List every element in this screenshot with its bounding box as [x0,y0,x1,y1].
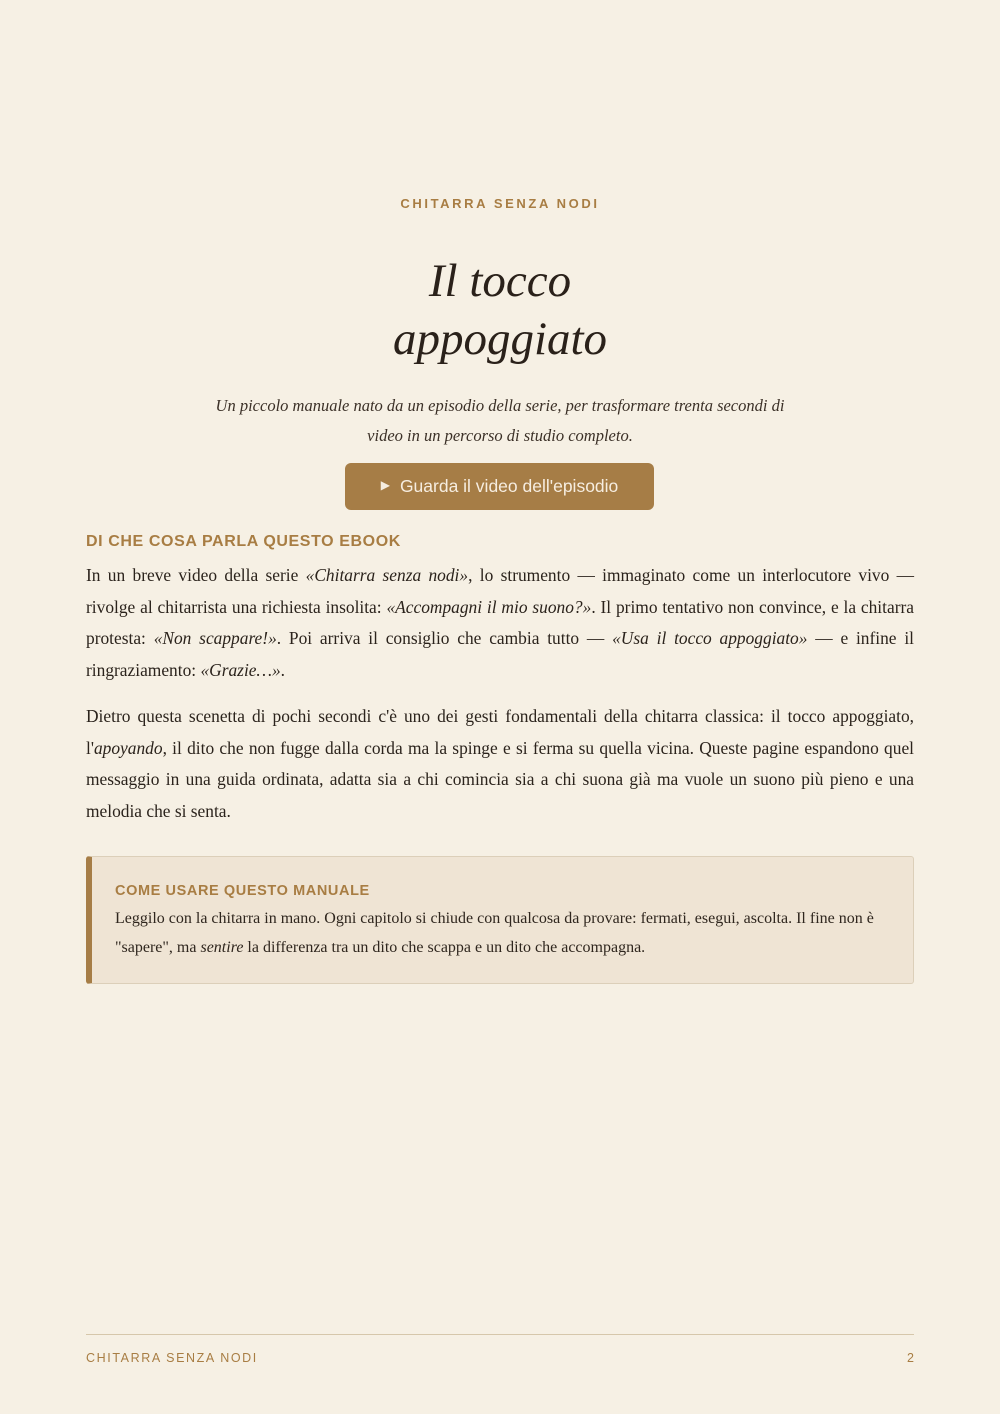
subtitle-line-2: video in un percorso di studio completo. [367,426,633,445]
intro-paragraph-1 [86,560,914,686]
subtitle [200,391,800,451]
quote-protest: «Non scappare!» [153,628,277,648]
intro-paragraph-2 [86,701,914,827]
term-apoyando: apoyando [93,737,163,758]
quote-advice: «Usa il tocco appoggiato» [612,628,808,648]
watch-video-label: Guarda il video dell'episodio [399,476,619,496]
quote-series-name: «Chitarra senza nodi» [305,565,469,585]
usage-callout [86,856,914,984]
footer-series-name: CHITARRA SENZA NODI [86,1351,258,1365]
text-run: . Il primo tentativo non convince, e la chitarra protesta: [86,596,914,648]
text-run: — e infine il ringraziamento: [86,628,914,680]
watch-video-button[interactable] [345,463,654,510]
text-run: In un breve video della serie [86,565,306,585]
page-title [0,252,1000,368]
text-run: la differenza tra un dito che scappa e un dito che accompagna. [243,939,646,956]
callout-title: COME USARE QUESTO MANUALE [115,883,370,899]
section-heading: DI CHE COSA PARLA QUESTO EBOOK [86,533,401,550]
title-line-2: appoggiato [392,313,608,365]
quote-thanks: «Grazie…» [200,659,281,680]
text-run: , lo strumento — immaginato come un interlocutore vivo — rivolge al chitarrista una richiesta insolita: [86,565,914,617]
subtitle-line-1: Un piccolo manuale nato da un episodio della serie, per trasformare trenta secondi di [215,396,785,415]
page-number: 2 [907,1351,914,1365]
term-sentire: sentire [200,939,244,956]
play-icon: ▶ [380,477,390,492]
title-line-1: Il tocco [428,255,572,307]
text-run: . [280,659,286,680]
text-run: , il dito che non fugge dalla corda ma la spinge e si ferma su quella vicina. Queste pagine espandono quel messaggio in una guida ordinata, adatta sia a chi comincia sia a chi suona già ma vuole un suono più pieno e una melodia che si senta. [86,737,914,821]
text-run: Leggilo con la chitarra in mano. Ogni capitolo si chiude con qualcosa da provare: fermati, esegui, ascolta. Il fine non è "sapere", ma [115,910,874,956]
footer-divider [86,1334,914,1335]
callout-text [115,904,891,962]
series-eyebrow: CHITARRA SENZA NODI [400,196,600,211]
quote-request: «Accompagni il mio suono?» [386,596,592,617]
text-run: Dietro questa scenetta di pochi secondi c'è uno dei gesti fondamentali della chitarra classica: il tocco appoggiato, l' [86,706,914,758]
text-run: . Poi arriva il consiglio che cambia tutto — [276,628,613,648]
